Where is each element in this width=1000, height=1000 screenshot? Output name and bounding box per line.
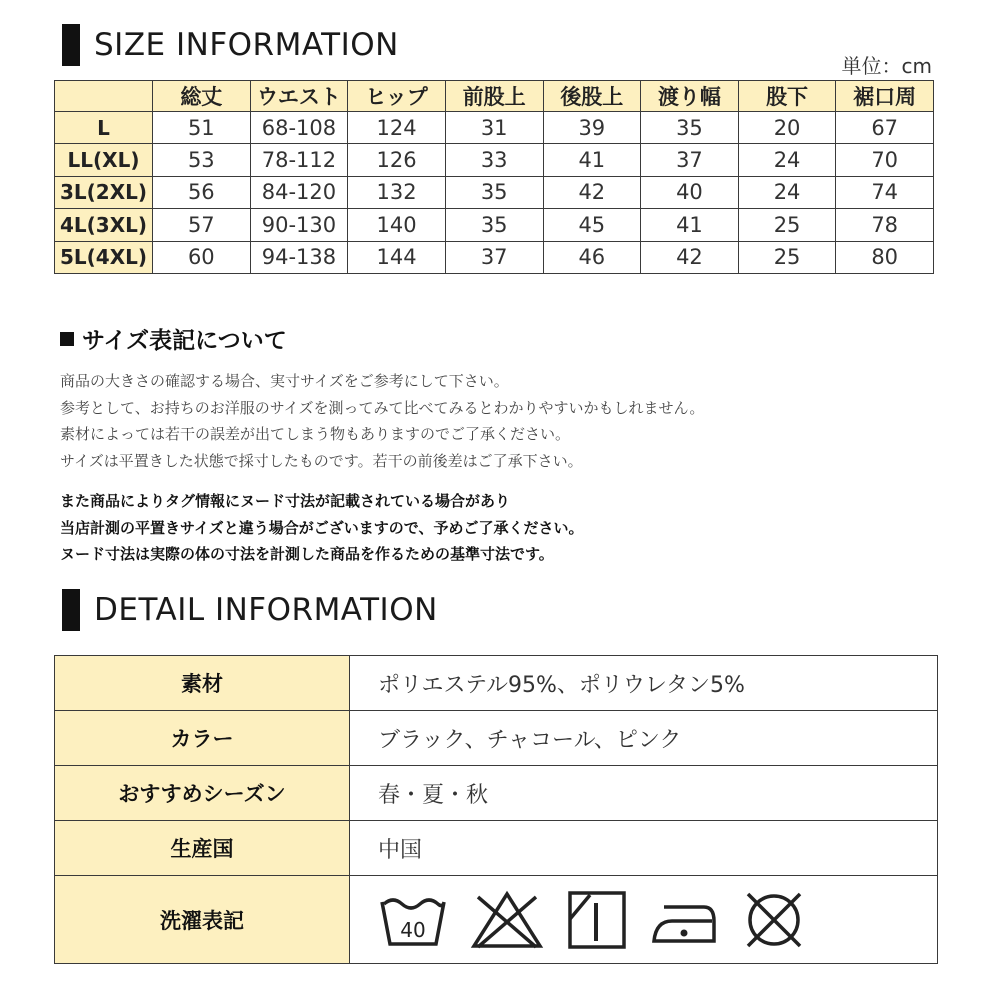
table-cell: 51 <box>153 112 251 144</box>
title-bar-marker <box>62 589 80 631</box>
table-cell: 37 <box>445 241 543 273</box>
size-title-text: SIZE INFORMATION <box>94 27 399 63</box>
drip-dry-icon <box>566 889 628 951</box>
table-row <box>55 176 934 208</box>
table-cell: 31 <box>445 112 543 144</box>
table-cell: 126 <box>348 144 446 176</box>
note-line: サイズは平置きした状態で採寸したものです。若干の前後差はご了承下さい。 <box>60 451 583 470</box>
square-bullet-icon <box>60 332 74 346</box>
no-bleach-icon <box>470 889 544 951</box>
detail-label: 洗濯表記 <box>55 876 350 964</box>
table-cell: 94-138 <box>250 241 348 273</box>
detail-row-season <box>55 766 938 821</box>
detail-label: おすすめシーズン <box>55 766 350 821</box>
table-cell: 24 <box>738 144 836 176</box>
detail-value: 中国 <box>350 821 938 876</box>
note-bold-line: また商品によりタグ情報にヌード寸法が記載されている場合があり <box>60 492 511 510</box>
note-bold-line: ヌード寸法は実際の体の寸法を計測した商品を作るための基準寸法です。 <box>60 545 554 563</box>
table-cell: 80 <box>836 241 934 273</box>
table-cell: 41 <box>641 209 739 241</box>
size-label: LL(XL) <box>55 144 153 176</box>
wash-40-icon <box>378 890 448 950</box>
table-cell: 78 <box>836 209 934 241</box>
detail-value: ブラック、チャコール、ピンク <box>350 711 938 766</box>
detail-row-color <box>55 711 938 766</box>
detail-information-title <box>62 589 438 631</box>
table-cell: 41 <box>543 144 641 176</box>
header-hip: ヒップ <box>348 81 446 112</box>
size-table-header-row <box>55 81 934 112</box>
table-cell: 33 <box>445 144 543 176</box>
table-cell: 67 <box>836 112 934 144</box>
table-cell: 132 <box>348 176 446 208</box>
detail-value: 春・夏・秋 <box>350 766 938 821</box>
note-line: 参考として、お持ちのお洋服のサイズを測ってみて比べてみるとわかりやすいかもしれません。 <box>60 398 705 417</box>
table-cell: 39 <box>543 112 641 144</box>
table-cell: 46 <box>543 241 641 273</box>
table-cell: 124 <box>348 112 446 144</box>
header-thigh-width: 渡り幅 <box>641 81 739 112</box>
detail-label: 生産国 <box>55 821 350 876</box>
table-cell: 24 <box>738 176 836 208</box>
table-cell: 20 <box>738 112 836 144</box>
table-cell: 37 <box>641 144 739 176</box>
table-row <box>55 112 934 144</box>
table-cell: 53 <box>153 144 251 176</box>
note-bold-line: 当店計測の平置きサイズと違う場合がございますので、予めご了承ください。 <box>60 518 584 537</box>
detail-title-text: DETAIL INFORMATION <box>94 592 438 628</box>
table-cell: 68-108 <box>250 112 348 144</box>
care-icons-cell <box>350 876 938 964</box>
table-cell: 74 <box>836 176 934 208</box>
table-cell: 40 <box>641 176 739 208</box>
header-waist: ウエスト <box>250 81 348 112</box>
table-cell: 42 <box>543 176 641 208</box>
detail-row-washing <box>55 876 938 964</box>
header-hem-circumference: 裾口周 <box>836 81 934 112</box>
detail-row-origin <box>55 821 938 876</box>
note-line: 素材によっては若干の誤差が出てしまう物もありますのでご了承ください。 <box>60 425 571 443</box>
table-cell: 42 <box>641 241 739 273</box>
table-row <box>55 144 934 176</box>
table-cell: 57 <box>153 209 251 241</box>
table-cell: 84-120 <box>250 176 348 208</box>
unit-label: 単位：cm <box>841 54 932 78</box>
table-row <box>55 241 934 273</box>
table-cell: 25 <box>738 209 836 241</box>
table-cell: 45 <box>543 209 641 241</box>
size-label: 5L(4XL) <box>55 241 153 273</box>
table-cell: 35 <box>641 112 739 144</box>
header-inseam: 股下 <box>738 81 836 112</box>
table-cell: 35 <box>445 209 543 241</box>
size-notes <box>60 368 704 474</box>
title-bar-marker <box>62 24 80 66</box>
detail-row-material <box>55 656 938 711</box>
header-total-length: 総丈 <box>153 81 251 112</box>
detail-label: 素材 <box>55 656 350 711</box>
table-cell: 140 <box>348 209 446 241</box>
detail-table <box>54 655 938 964</box>
table-row <box>55 209 934 241</box>
table-cell: 78-112 <box>250 144 348 176</box>
header-back-rise: 後股上 <box>543 81 641 112</box>
wash-temperature: 40 <box>400 917 426 942</box>
size-notes-heading-text: サイズ表記について <box>82 328 287 354</box>
table-cell: 90-130 <box>250 209 348 241</box>
size-table <box>54 80 934 274</box>
table-cell: 70 <box>836 144 934 176</box>
nude-size-notes <box>60 488 584 568</box>
header-front-rise: 前股上 <box>445 81 543 112</box>
size-label: 3L(2XL) <box>55 176 153 208</box>
table-cell: 60 <box>153 241 251 273</box>
detail-value: ポリエステル95%、ポリウレタン5% <box>350 656 938 711</box>
low-iron-icon <box>650 891 720 949</box>
table-cell: 35 <box>445 176 543 208</box>
size-notes-heading <box>60 322 287 355</box>
no-dryclean-icon <box>742 888 806 952</box>
detail-label: カラー <box>55 711 350 766</box>
size-table-corner <box>55 81 153 112</box>
care-icons <box>378 888 937 952</box>
table-cell: 25 <box>738 241 836 273</box>
size-information-title <box>62 24 399 66</box>
table-cell: 56 <box>153 176 251 208</box>
size-label: L <box>55 112 153 144</box>
table-cell: 144 <box>348 241 446 273</box>
note-line: 商品の大きさの確認する場合、実寸サイズをご参考にして下さい。 <box>60 372 509 390</box>
size-label: 4L(3XL) <box>55 209 153 241</box>
